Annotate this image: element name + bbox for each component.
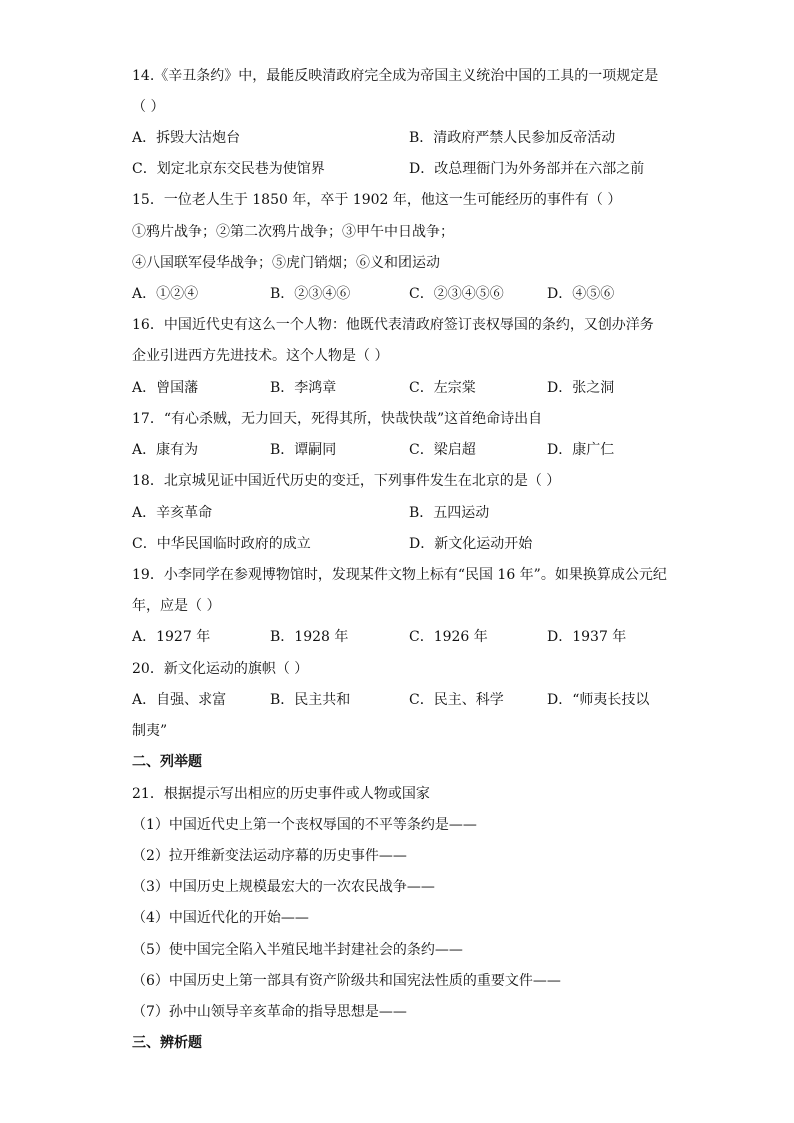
q17-option-a: A．康有为 [132,442,199,458]
section-title: 三、辨析题 [132,1035,202,1051]
q16-stem-line-2: 企业引进西方先进技术。这个人物是（ ） [132,348,389,364]
q18-option-b: B．五四运动 [409,505,490,521]
q15-option-d: D．④⑤⑥ [547,286,615,302]
q20-option-c: C．民主、科学 [409,692,504,708]
q18-stem: 18．北京城见证中国近代历史的变迁，下列事件发生在北京的是（ ） [132,473,561,489]
q15-option-b: B．②③④⑥ [270,286,351,302]
q18-option-a: A．辛亥革命 [132,505,213,521]
q20-option-d-continued: 制夷” [132,723,168,739]
q21-item: （4）中国近代化的开始—— [132,910,309,926]
q19-stem-line-2: 年，应是（ ） [132,598,221,614]
q16-option-a: A．曾国藩 [132,380,199,396]
q14-stem-line-2: （ ） [132,99,165,115]
q14-option-c: C．划定北京东交民巷为使馆界 [132,161,325,177]
q20-option-b: B．民主共和 [270,692,351,708]
q15-stem: 15．一位老人生于 1850 年，卒于 1902 年，他这一生可能经历的事件有（ ） [132,192,622,208]
q19-option-d: D．1937 年 [547,629,627,645]
q20-option-d: D．“师夷长技以 [547,692,650,708]
q16-option-d: D．张之洞 [547,380,615,396]
q16-option-b: B．李鸿章 [270,380,337,396]
q15-option-a: A．①②④ [132,286,199,302]
q16-stem-line-1: 16．中国近代史有这么一个人物：他既代表清政府签订丧权辱国的条约，又创办洋务 [132,317,654,333]
q18-option-d: D．新文化运动开始 [409,536,533,552]
q21-item: （2）拉开维新变法运动序幕的历史事件—— [132,848,407,864]
q19-option-a: A．1927 年 [132,629,211,645]
q19-option-c: C．1926 年 [409,629,488,645]
q20-option-a: A．自强、求富 [132,692,227,708]
q18-option-c: C．中华民国临时政府的成立 [132,536,311,552]
q21-item: （3）中国历史上规模最宏大的一次农民战争—— [132,879,435,895]
q19-option-b: B．1928 年 [270,629,349,645]
q19-stem-line-1: 19．小李同学在参观博物馆时，发现某件文物上标有“民国 16 年”。如果换算成公元纪 [132,567,667,583]
q21-item: （1）中国近代史上第一个丧权辱国的不平等条约是—— [132,817,477,833]
q16-option-c: C．左宗棠 [409,380,476,396]
q17-option-b: B．谭嗣同 [270,442,337,458]
q14-option-d: D．改总理衙门为外务部并在六部之前 [409,161,645,177]
section-title: 二、列举题 [132,754,202,770]
q14-option-b: B．清政府严禁人民参加反帝活动 [409,130,616,146]
q21-item: （5）使中国完全陷入半殖民地半封建社会的条约—— [132,942,463,958]
q15-option-c: C．②③④⑤⑥ [409,286,504,302]
q21-stem: 21．根据提示写出相应的历史事件或人物或国家 [132,786,430,802]
q17-option-d: D．康广仁 [547,442,615,458]
q17-stem: 17．“有心杀贼，无力回天，死得其所，快哉快哉”这首绝命诗出自 [132,411,543,427]
q20-stem: 20．新文化运动的旗帜（ ） [132,661,309,677]
q15-items-line-2: ④八国联军侵华战争；⑤虎门销烟；⑥义和团运动 [132,255,440,271]
q14-option-a: A．拆毁大沽炮台 [132,130,241,146]
q21-item: （7）孙中山领导辛亥革命的指导思想是—— [132,1004,407,1020]
q14-stem-line-1: 14.《辛丑条约》中，最能反映清政府完全成为帝国主义统治中国的工具的一项规定是 [132,68,659,84]
q17-option-c: C．梁启超 [409,442,476,458]
q21-item: （6）中国历史上第一部具有资产阶级共和国宪法性质的重要文件—— [132,973,561,989]
q15-items-line-1: ①鸦片战争；②第二次鸦片战争；③甲午中日战争； [132,224,454,240]
